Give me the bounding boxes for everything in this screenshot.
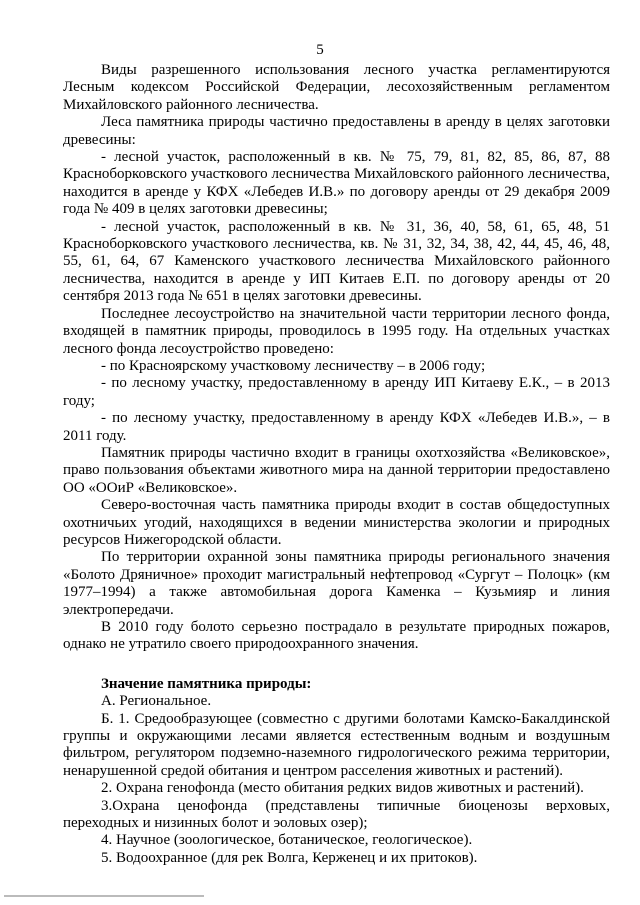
section-heading: Значение памятника природы: (101, 675, 312, 692)
section-item: 2. Охрана генофонда (место обитания редких видов животных и растений). (101, 780, 584, 797)
paragraph: Виды разрешенного использования лесного участка регламентируются Лесным кодексом Российской Федерации, лесохозяйственным регламентом Михайловского районного лесничества. (63, 62, 610, 113)
list-item: - по Красноярскому участковому лесничеству – в 2006 году; (101, 357, 486, 374)
document-body (63, 62, 610, 867)
section-item: 3.Охрана ценофонда (представлены типичные биоценозы верховых, переходных и низинных болот и эоловых озер); (63, 797, 610, 832)
list-item: - лесной участок, расположенный в кв. № 75, 79, 81, 82, 85, 86, 87, 88 Красноборковского участкового лесничества Михайловского районного лесничества, находится в аренде у КФХ «Лебедев И.В.» по договору аренды от 29 декабря 2009 года № 409 в целях заготовки древесины; (63, 149, 610, 218)
paragraph: Северо-восточная часть памятника природы входит в состав общедоступных охотничьих угодий, находящихся в ведении министерства экологии и природных ресурсов Нижегородской области. (63, 497, 610, 548)
section-item: 5. Водоохранное (для рек Волга, Керженец и их притоков). (101, 849, 478, 866)
footer-scan-artifact (0, 895, 640, 901)
list-item: - лесной участок, расположенный в кв. № 31, 36, 40, 58, 61, 65, 48, 51 Красноборковского участкового лесничества, кв. № 31, 32, 34, 38, 42, 44, 45, 46, 48, 55, 61, 64, 67 Каменского участкового лесничества Михайловского районного лесничества, находится в аренде у ИП Китаев Е.П. по договору аренды от 20 сентября 2013 года № 651 в целях заготовки древесины. (63, 218, 610, 305)
section-item: Б. 1. Средообразующее (совместно с другими болотами Камско-Бакалдинской группы и окружающими лесами является естественным водным и воздушным фильтром, регулятором подземно-наземного гидрологического режима территории, ненарушенной средой обитания и центром расселения животных и растений). (63, 710, 610, 779)
paragraph: Памятник природы частично входит в границы охотхозяйства «Великовское», право пользования объектами животного мира на данной территории предоставлено ОО «ООиР «Великовское». (63, 444, 610, 496)
paragraph: По территории охранной зоны памятника природы регионального значения «Болото Дряничное» проходит магистральный нефтепровод «Сургут – Полоцк» (км 1977–1994) а также автомобильная дорога Каменка – Кузьмияр и линия электропередачи. (63, 549, 610, 618)
paragraph: Леса памятника природы частично предоставлены в аренду в целях заготовки древесины: (63, 114, 610, 148)
paragraph: Последнее лесоустройство на значительной части территории лесного фонда, входящей в памятник природы, проводилось в 1995 году. На отдельных участках лесного фонда лесоустройство проведено: (63, 305, 610, 357)
list-item: - по лесному участку, предоставленному в аренду КФХ «Лебедев И.В.», – в 2011 году. (63, 410, 610, 444)
paragraph: В 2010 году болото серьезно пострадало в результате природных пожаров, однако не утратило своего природоохранного значения. (63, 619, 610, 653)
page-number: 5 (316, 42, 324, 58)
section-item: 4. Научное (зоологическое, ботаническое, геологическое). (101, 832, 473, 849)
list-item: - по лесному участку, предоставленному в аренду ИП Китаеву Е.К., – в 2013 году; (63, 375, 610, 409)
section-item: А. Региональное. (101, 693, 212, 710)
